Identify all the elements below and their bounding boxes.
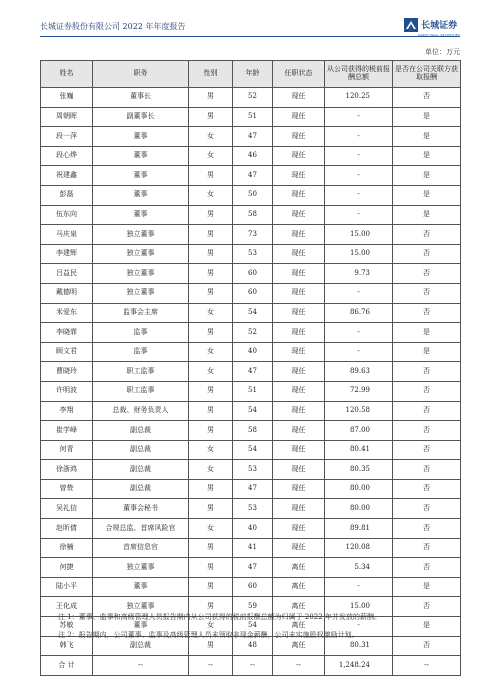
- table-cell: 40: [233, 342, 273, 362]
- table-cell: 现任: [273, 303, 325, 323]
- table-cell: 是: [393, 342, 461, 362]
- table-cell: 段一萍: [41, 127, 93, 147]
- table-row: [41, 283, 461, 303]
- table-cell: 现任: [273, 499, 325, 519]
- table-cell: 董事: [93, 185, 189, 205]
- table-cell: 47: [233, 558, 273, 578]
- table-row: [41, 166, 461, 186]
- table-cell: 现任: [273, 107, 325, 127]
- table-cell: 何青: [41, 440, 93, 460]
- table-cell: 陆小平: [41, 577, 93, 597]
- table-cell: 徐浙鸿: [41, 460, 93, 480]
- table-cell: 董事: [93, 166, 189, 186]
- table-cell: 现任: [273, 538, 325, 558]
- table-cell: 男: [189, 558, 233, 578]
- table-cell: 李晓霏: [41, 323, 93, 343]
- table-cell: 47: [233, 127, 273, 147]
- table-cell: -: [325, 146, 393, 166]
- table-cell: 否: [393, 303, 461, 323]
- table-cell: 否: [393, 558, 461, 578]
- table-cell: 徐楠: [41, 538, 93, 558]
- column-header: 姓名: [41, 61, 93, 88]
- table-row: [41, 538, 461, 558]
- table-cell: 离任: [273, 617, 325, 637]
- table-cell: 54: [233, 303, 273, 323]
- table-cell: 否: [393, 225, 461, 245]
- table-cell: 现任: [273, 244, 325, 264]
- table-cell: 否: [393, 499, 461, 519]
- table-cell: 李建辉: [41, 244, 93, 264]
- unit-label: 单位：万元: [425, 48, 460, 56]
- table-row: [41, 323, 461, 343]
- table-row: [41, 303, 461, 323]
- note-1: 注 1：董事、监事和高级管理人员报告期内从公司获得的税前报酬总额为归属于 2022 年并发放的薪酬。: [58, 613, 381, 621]
- table-cell: 现任: [273, 185, 325, 205]
- table-cell: -: [325, 342, 393, 362]
- table-cell: 73: [233, 225, 273, 245]
- table-cell: 否: [393, 244, 461, 264]
- table-cell: 否: [393, 597, 461, 617]
- table-cell: 现任: [273, 264, 325, 284]
- table-row: [41, 362, 461, 382]
- table-cell: --: [273, 656, 325, 676]
- table-cell: 54: [233, 401, 273, 421]
- report-header: [40, 18, 460, 37]
- table-cell: 合规总监、首席风险官: [93, 519, 189, 539]
- table-cell: 51: [233, 381, 273, 401]
- table-row: [41, 205, 461, 225]
- note-2: 注 2：报告期内，公司董事、监事及高级管理人员未领取非现金薪酬，公司未实施股权激励计划。: [58, 631, 359, 639]
- table-cell: 男: [189, 107, 233, 127]
- table-cell: 是: [393, 166, 461, 186]
- column-header: 年龄: [233, 61, 273, 88]
- column-header: 任职状态: [273, 61, 325, 88]
- table-row: [41, 342, 461, 362]
- table-cell: 顾文君: [41, 342, 93, 362]
- table-cell: 董事: [93, 127, 189, 147]
- table-cell: -: [325, 166, 393, 186]
- table-cell: 周朝晖: [41, 107, 93, 127]
- table-cell: 现任: [273, 146, 325, 166]
- table-cell: 80.35: [325, 460, 393, 480]
- table-cell: 是: [393, 127, 461, 147]
- table-cell: 曾贽: [41, 479, 93, 499]
- table-row: [41, 401, 461, 421]
- table-cell: 监事会主席: [93, 303, 189, 323]
- table-cell: 男: [189, 381, 233, 401]
- table-cell: 53: [233, 460, 273, 480]
- compensation-table: [40, 60, 461, 676]
- table-cell: 副总裁: [93, 440, 189, 460]
- table-cell: 董事: [93, 205, 189, 225]
- table-cell: --: [93, 656, 189, 676]
- table-cell: 赵昕倩: [41, 519, 93, 539]
- table-cell: 否: [393, 440, 461, 460]
- table-cell: 52: [233, 323, 273, 343]
- table-cell: 现任: [273, 421, 325, 441]
- table-cell: 副董事长: [93, 107, 189, 127]
- table-cell: 独立董事: [93, 244, 189, 264]
- table-cell: 董事长: [93, 88, 189, 108]
- table-cell: 韩飞: [41, 636, 93, 656]
- table-cell: 吴礼信: [41, 499, 93, 519]
- table-cell: -: [325, 205, 393, 225]
- table-row: [41, 244, 461, 264]
- column-header: 是否在公司关联方获取报酬: [393, 61, 461, 88]
- table-cell: 离任: [273, 577, 325, 597]
- table-cell: 副总裁: [93, 421, 189, 441]
- table-cell: 现任: [273, 205, 325, 225]
- table-cell: 120.58: [325, 401, 393, 421]
- table-cell: 祝建鑫: [41, 166, 93, 186]
- table-cell: --: [393, 656, 461, 676]
- table-cell: 52: [233, 88, 273, 108]
- table-cell: 否: [393, 421, 461, 441]
- table-row: [41, 185, 461, 205]
- table-cell: 59: [233, 597, 273, 617]
- table-cell: 60: [233, 577, 273, 597]
- table-cell: 曹晓玲: [41, 362, 93, 382]
- table-cell: 否: [393, 283, 461, 303]
- table-cell: 米爱东: [41, 303, 93, 323]
- logo-subtext: GREAT WALL SECURITIES: [418, 33, 460, 37]
- table-cell: 何捷: [41, 558, 93, 578]
- table-cell: 50: [233, 185, 273, 205]
- table-cell: 是: [393, 146, 461, 166]
- table-cell: 独立董事: [93, 283, 189, 303]
- table-cell: 职工监事: [93, 381, 189, 401]
- table-cell: 王化成: [41, 597, 93, 617]
- table-cell: 女: [189, 460, 233, 480]
- table-cell: 86.76: [325, 303, 393, 323]
- table-cell: 男: [189, 499, 233, 519]
- table-cell: 监事: [93, 342, 189, 362]
- table-cell: 男: [189, 166, 233, 186]
- table-cell: 否: [393, 460, 461, 480]
- table-cell: 副总裁: [93, 636, 189, 656]
- table-cell: 女: [189, 127, 233, 147]
- logo-mark-icon: [404, 18, 418, 32]
- table-cell: -: [325, 283, 393, 303]
- table-cell: 董事: [93, 577, 189, 597]
- table-cell: -: [325, 107, 393, 127]
- table-cell: 46: [233, 146, 273, 166]
- table-cell: 41: [233, 538, 273, 558]
- table-cell: 董事会秘书: [93, 499, 189, 519]
- table-cell: 现任: [273, 362, 325, 382]
- table-cell: 男: [189, 205, 233, 225]
- table-cell: 女: [189, 185, 233, 205]
- table-row: [41, 519, 461, 539]
- table-row: [41, 479, 461, 499]
- table-cell: 54: [233, 440, 273, 460]
- table-row: [41, 107, 461, 127]
- column-header: 性别: [189, 61, 233, 88]
- table-cell: -: [325, 185, 393, 205]
- table-cell: 崔学峰: [41, 421, 93, 441]
- table-cell: 现任: [273, 88, 325, 108]
- table-cell: 否: [393, 362, 461, 382]
- table-cell: 现任: [273, 323, 325, 343]
- table-cell: 职工监事: [93, 362, 189, 382]
- table-row: [41, 225, 461, 245]
- table-cell: 苏敏: [41, 617, 93, 637]
- table-cell: 首席信息官: [93, 538, 189, 558]
- table-cell: 89.81: [325, 519, 393, 539]
- table-cell: 89.63: [325, 362, 393, 382]
- table-cell: 段心烨: [41, 146, 93, 166]
- table-cell: 51: [233, 107, 273, 127]
- table-body: [41, 88, 461, 676]
- table-cell: 独立董事: [93, 558, 189, 578]
- table-row: [41, 499, 461, 519]
- table-row: [41, 558, 461, 578]
- table-cell: 合 计: [41, 656, 93, 676]
- table-cell: 吕益民: [41, 264, 93, 284]
- table-cell: 是: [393, 107, 461, 127]
- table-cell: 80.00: [325, 479, 393, 499]
- table-row: [41, 577, 461, 597]
- table-cell: 现任: [273, 440, 325, 460]
- table-row: [41, 264, 461, 284]
- table-cell: 女: [189, 440, 233, 460]
- table-cell: 独立董事: [93, 597, 189, 617]
- column-header: 职务: [93, 61, 189, 88]
- table-row: [41, 440, 461, 460]
- table-cell: 5.34: [325, 558, 393, 578]
- table-cell: 现任: [273, 479, 325, 499]
- table-cell: 马庆泉: [41, 225, 93, 245]
- table-cell: -: [325, 127, 393, 147]
- table-cell: 男: [189, 538, 233, 558]
- table-cell: 60: [233, 283, 273, 303]
- table-cell: 80.00: [325, 499, 393, 519]
- table-cell: 9.73: [325, 264, 393, 284]
- table-cell: 女: [189, 519, 233, 539]
- table-cell: --: [189, 656, 233, 676]
- table-cell: 李翔: [41, 401, 93, 421]
- table-cell: 60: [233, 264, 273, 284]
- table-cell: 是: [393, 205, 461, 225]
- table-cell: 男: [189, 597, 233, 617]
- table-cell: 男: [189, 401, 233, 421]
- table-cell: 男: [189, 323, 233, 343]
- table-cell: 53: [233, 499, 273, 519]
- table-cell: 副总裁: [93, 479, 189, 499]
- table-cell: 董事: [93, 617, 189, 637]
- table-cell: 120.25: [325, 88, 393, 108]
- table-cell: -: [325, 577, 393, 597]
- table-cell: 彭磊: [41, 185, 93, 205]
- table-cell: 否: [393, 538, 461, 558]
- table-row: [41, 381, 461, 401]
- table-cell: 女: [189, 303, 233, 323]
- table-cell: 离任: [273, 597, 325, 617]
- table-row: [41, 460, 461, 480]
- table-cell: 是: [393, 617, 461, 637]
- table-cell: 是: [393, 323, 461, 343]
- table-cell: 独立董事: [93, 225, 189, 245]
- table-row: [41, 421, 461, 441]
- table-cell: 现任: [273, 460, 325, 480]
- table-cell: 许明波: [41, 381, 93, 401]
- table-cell: 男: [189, 283, 233, 303]
- table-cell: -: [325, 617, 393, 637]
- table-cell: 离任: [273, 558, 325, 578]
- table-row: [41, 127, 461, 147]
- table-cell: 女: [189, 362, 233, 382]
- table-cell: 15.00: [325, 597, 393, 617]
- table-cell: 女: [189, 617, 233, 637]
- report-title: 长城证券股份有限公司 2022 年年度报告: [40, 22, 186, 31]
- table-cell: 是: [393, 185, 461, 205]
- table-cell: 副总裁: [93, 460, 189, 480]
- table-cell: 否: [393, 636, 461, 656]
- table-cell: 现任: [273, 519, 325, 539]
- table-cell: 女: [189, 342, 233, 362]
- table-cell: 现任: [273, 127, 325, 147]
- table-cell: 48: [233, 636, 273, 656]
- table-cell: 54: [233, 617, 273, 637]
- table-cell: 否: [393, 479, 461, 499]
- table-cell: 男: [189, 577, 233, 597]
- table-cell: 是: [393, 577, 461, 597]
- table-cell: 现任: [273, 225, 325, 245]
- table-cell: 否: [393, 519, 461, 539]
- table-cell: 男: [189, 636, 233, 656]
- total-row: [41, 656, 461, 676]
- table-cell: 58: [233, 205, 273, 225]
- table-cell: 120.08: [325, 538, 393, 558]
- table-cell: 否: [393, 401, 461, 421]
- table-cell: 72.99: [325, 381, 393, 401]
- table-row: [41, 146, 461, 166]
- table-cell: 47: [233, 166, 273, 186]
- table-cell: 80.41: [325, 440, 393, 460]
- table-cell: 现任: [273, 342, 325, 362]
- table-cell: 戴德明: [41, 283, 93, 303]
- table-cell: 58: [233, 421, 273, 441]
- table-cell: 独立董事: [93, 264, 189, 284]
- table-cell: 张巍: [41, 88, 93, 108]
- table-cell: 男: [189, 244, 233, 264]
- table-cell: 现任: [273, 401, 325, 421]
- table-cell: 现任: [273, 166, 325, 186]
- company-logo: [404, 16, 460, 37]
- table-cell: 53: [233, 244, 273, 264]
- column-header: 从公司获得的税前报酬总额: [325, 61, 393, 88]
- table-row: [41, 88, 461, 108]
- table-cell: --: [233, 656, 273, 676]
- table-cell: 80.31: [325, 636, 393, 656]
- table-cell: 男: [189, 421, 233, 441]
- table-cell: 87.00: [325, 421, 393, 441]
- table-cell: 女: [189, 146, 233, 166]
- table-cell: -: [325, 323, 393, 343]
- table-cell: 伍东向: [41, 205, 93, 225]
- table-cell: 总裁、财务负责人: [93, 401, 189, 421]
- table-cell: 现任: [273, 381, 325, 401]
- table-cell: 男: [189, 88, 233, 108]
- table-cell: 40: [233, 519, 273, 539]
- table-cell: 1,248.24: [325, 656, 393, 676]
- table-cell: 47: [233, 479, 273, 499]
- table-cell: 男: [189, 479, 233, 499]
- table-cell: 否: [393, 381, 461, 401]
- table-cell: 男: [189, 225, 233, 245]
- table-cell: 否: [393, 264, 461, 284]
- table-cell: 15.00: [325, 244, 393, 264]
- table-cell: 47: [233, 362, 273, 382]
- table-header-row: [41, 61, 461, 88]
- table-cell: 现任: [273, 283, 325, 303]
- table-cell: 否: [393, 88, 461, 108]
- logo-text: 长城证券: [421, 21, 458, 31]
- table-cell: 董事: [93, 146, 189, 166]
- table-cell: 15.00: [325, 225, 393, 245]
- table-cell: 监事: [93, 323, 189, 343]
- table-cell: 男: [189, 264, 233, 284]
- table-cell: 离任: [273, 636, 325, 656]
